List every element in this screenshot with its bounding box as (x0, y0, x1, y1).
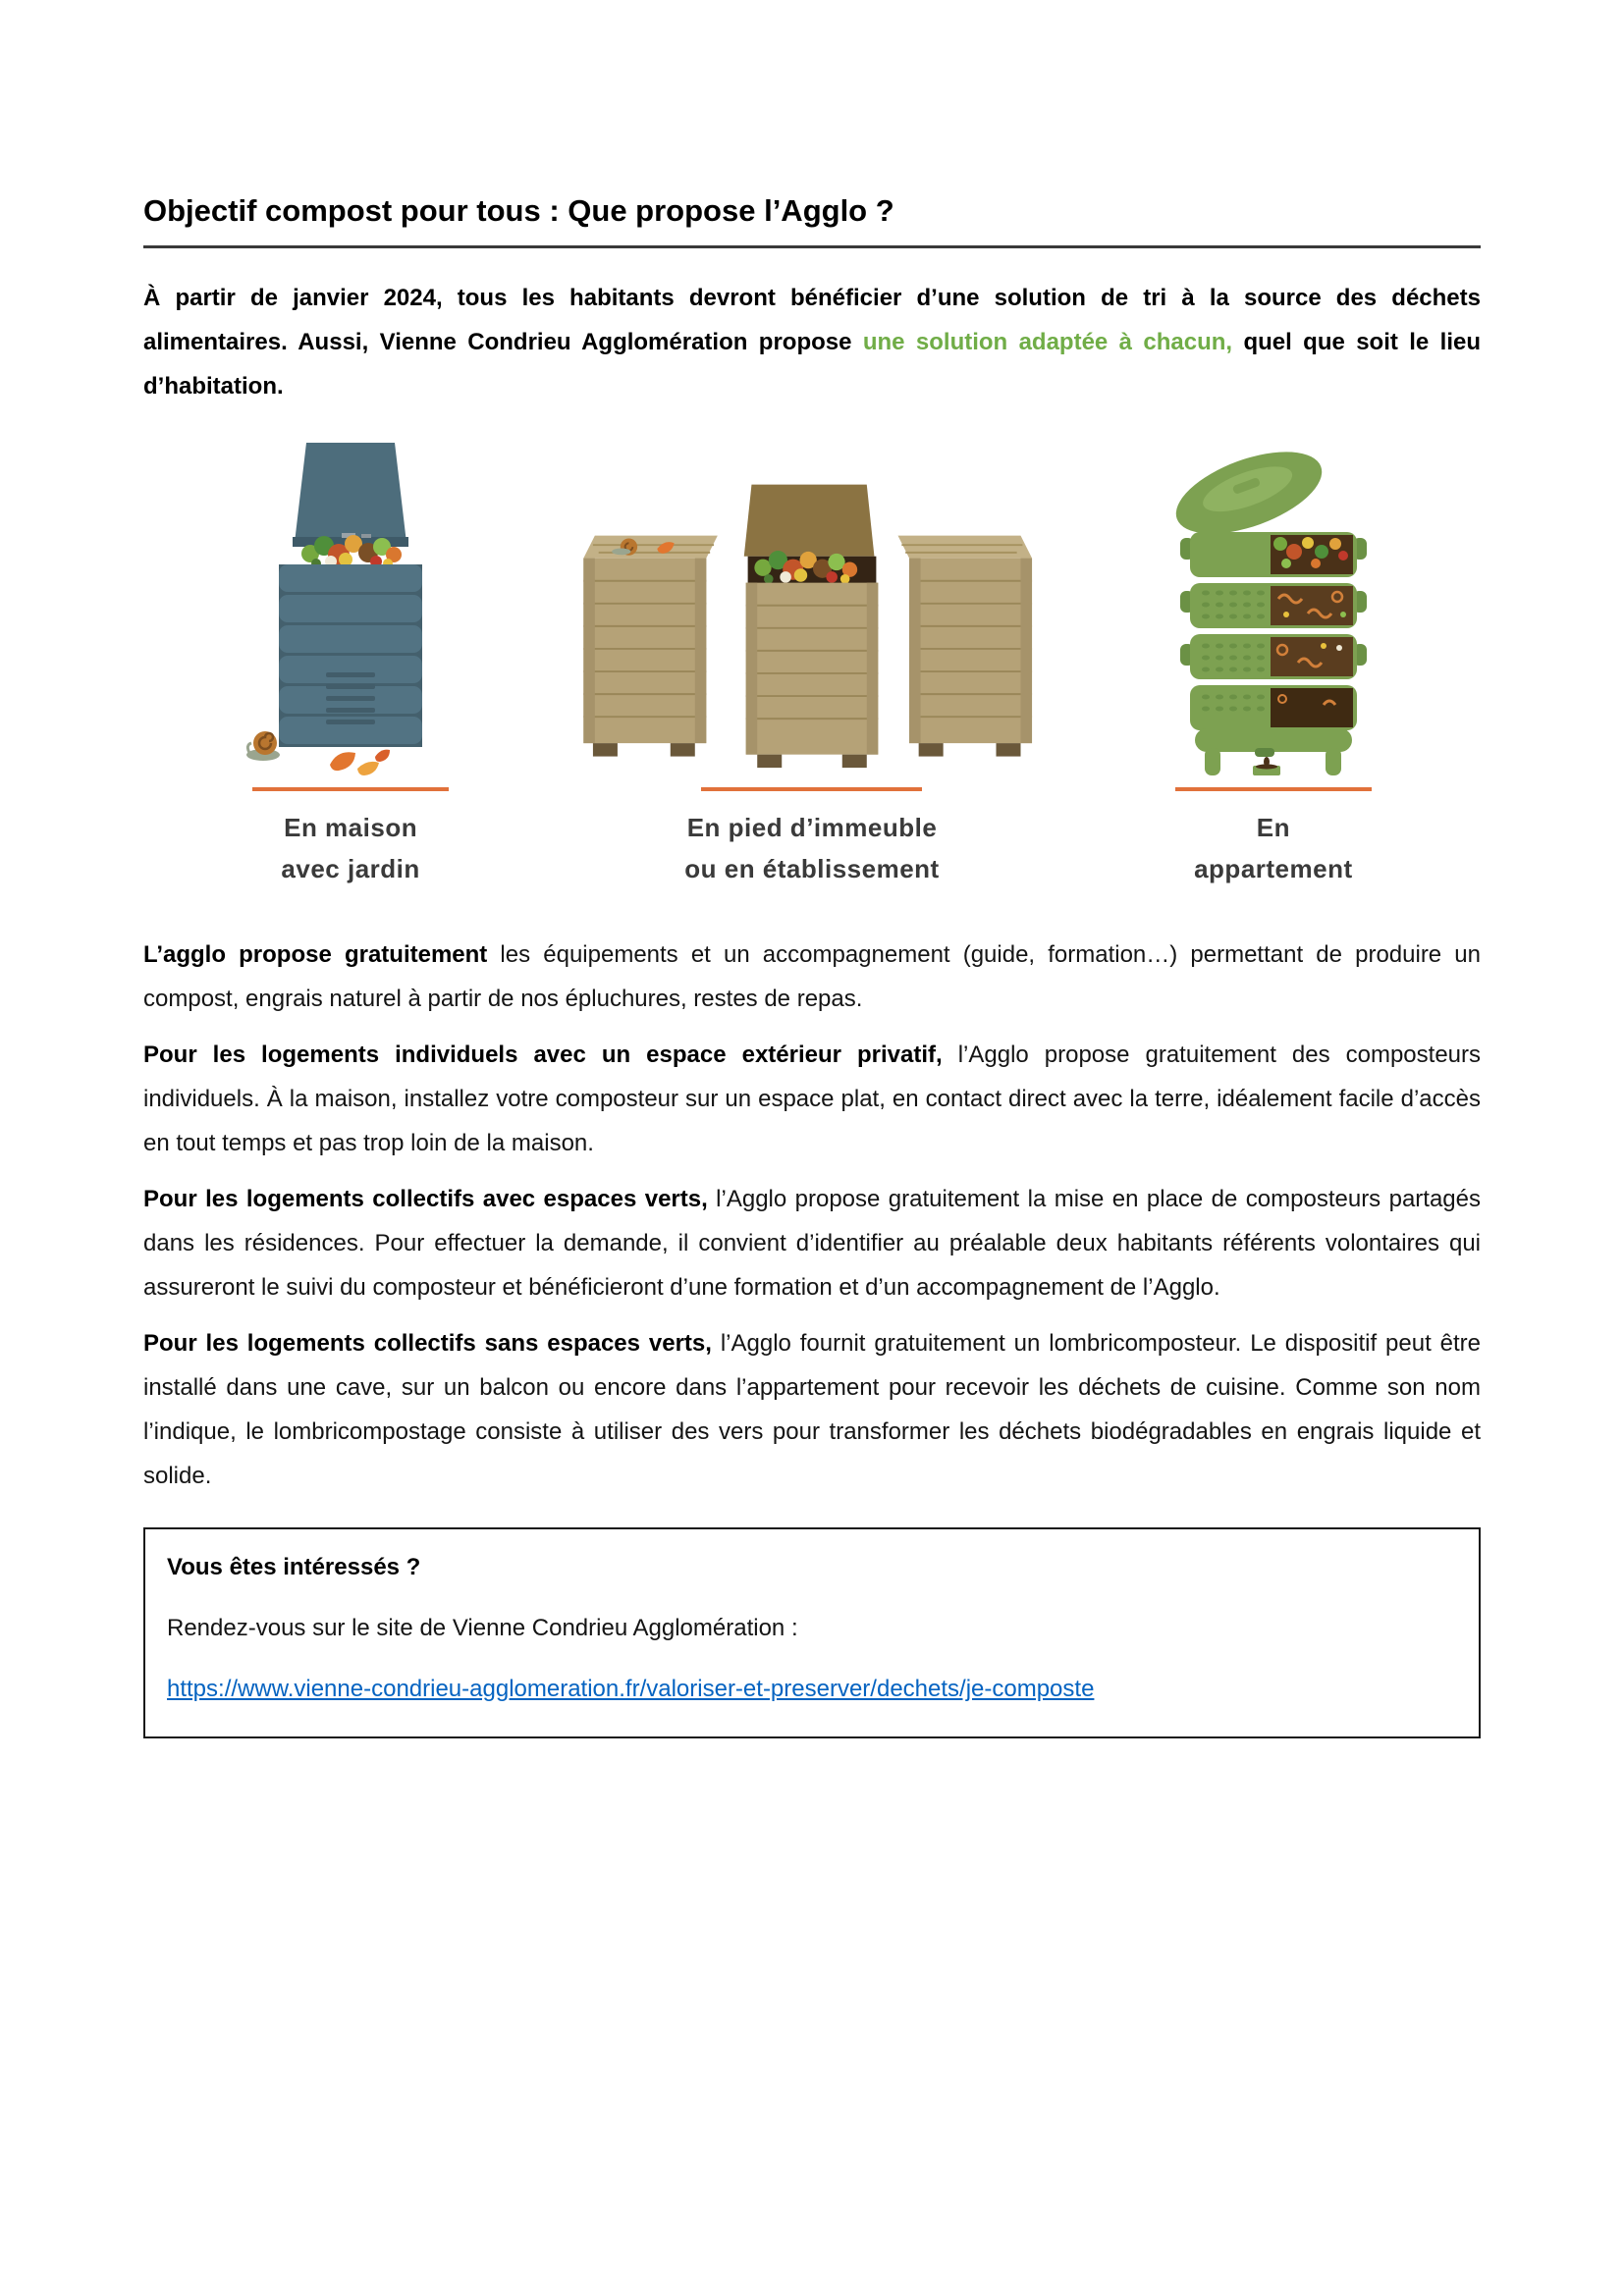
intro-text-highlight: une solution adaptée à chacun, (862, 329, 1233, 355)
composting-website-link[interactable]: https://www.vienne-condrieu-agglomeration.fr/valoriser-et-preserver/dechets/je-composte (167, 1676, 1095, 1702)
intro-paragraph (143, 276, 1481, 408)
wooden-bin-left (583, 536, 718, 757)
paragraph-collective-green-spaces (143, 1177, 1481, 1309)
figure-caption (1194, 807, 1353, 889)
paragraph-lead: Pour les logements collectifs sans espaces verts, (143, 1330, 712, 1357)
vermicomposter-trays (1180, 532, 1367, 730)
figure-divider-line (701, 787, 922, 791)
figure-divider-line (252, 787, 449, 791)
paragraph-individual-housing (143, 1033, 1481, 1165)
figure-shared-composters (558, 432, 1066, 889)
compost-tea-tap (1253, 748, 1280, 775)
wooden-bin-right (897, 536, 1032, 757)
figure-caption (281, 807, 419, 889)
paragraph-text: l’Agglo propose gratuitement des composteurs individuels. À la maison, installez votre composteur sur un espace plat, en contact direct avec la terre, idéalement facile d’accès en tout temps et pas trop loin de la maison. (143, 1041, 1482, 1156)
compost-scraps (301, 535, 402, 568)
garden-composter-illustration (228, 437, 473, 775)
figure-garden-composter (143, 432, 558, 889)
paragraph-equipment (143, 933, 1481, 1021)
caption-line-2: avec jardin (281, 854, 420, 883)
page-title: Objectif compost pour tous : Que propose l’Agglo ? (143, 0, 1481, 248)
figure-divider-line (1175, 787, 1372, 791)
compost-scraps (754, 551, 857, 584)
collector-tray (1195, 728, 1352, 752)
wooden-bin-middle-open (744, 485, 879, 768)
shared-composters-art (567, 432, 1057, 775)
shared-wooden-composters-illustration (567, 471, 1057, 775)
paragraph-text: l’Agglo fournit gratuitement un lombricomposteur. Le dispositif peut être installé dans une cave, sur un balcon ou encore dans l’appartement pour recevoir les déchets de cuisine. Comme son nom l’indique, le lombricompostage consiste à utiliser des vers pour transformer les déchets biodégradables en engrais liquide et solide. (143, 1330, 1482, 1489)
caption-line-1: En maison (284, 813, 418, 842)
apartment-vermicomposter-illustration (1151, 442, 1396, 775)
caption-line-1: En (1256, 813, 1290, 842)
paragraph-text: les équipements et un accompagnement (guide, formation…) permettant de produire un compost, engrais naturel à partir de nos épluchures, restes de repas. (143, 941, 1481, 1012)
fallen-leaves-icon (330, 750, 390, 775)
caption-line-2: appartement (1194, 854, 1353, 883)
paragraph-collective-no-green-spaces (143, 1321, 1481, 1498)
intro-text-part2: quel que soit le lieu d’habitation. (143, 329, 1481, 400)
vermicomposter-art (1151, 432, 1396, 775)
snail-icon (246, 731, 280, 761)
info-box-link-wrap (167, 1667, 1457, 1711)
paragraph-lead: Pour les logements collectifs avec espaces verts, (143, 1186, 708, 1212)
info-box-heading: Vous êtes intéressés ? (167, 1554, 421, 1580)
paragraph-text: l’Agglo propose gratuitement la mise en place de composteurs partagés dans les résidences. Pour effectuer la demande, il convient d’identifier au préalable deux habitants référents volontaires qui assureront le suivi du composteur et bénéficieront d’une formation et d’un accompagnement de l’Agglo. (143, 1186, 1481, 1301)
garden-composter-art (228, 432, 473, 775)
figure-caption (684, 807, 939, 889)
info-box-text: Rendez-vous sur le site de Vienne Condrieu Agglomération : (167, 1615, 798, 1641)
caption-line-1: En pied d’immeuble (686, 813, 938, 842)
interested-info-box (143, 1527, 1481, 1738)
composting-options-figures (143, 432, 1481, 889)
paragraph-lead: L’agglo propose gratuitement (143, 941, 488, 968)
paragraph-lead: Pour les logements individuels avec un espace extérieur privatif, (143, 1041, 943, 1068)
intro-text-part1: À partir de janvier 2024, tous les habitants devront bénéficier d’une solution de tri à la source des déchets alimentaires. Aussi, Vienne Condrieu Agglomération propose (143, 285, 1481, 355)
figure-vermicomposter (1066, 432, 1481, 889)
caption-line-2: ou en établissement (684, 854, 940, 883)
composter-lid (295, 443, 406, 543)
